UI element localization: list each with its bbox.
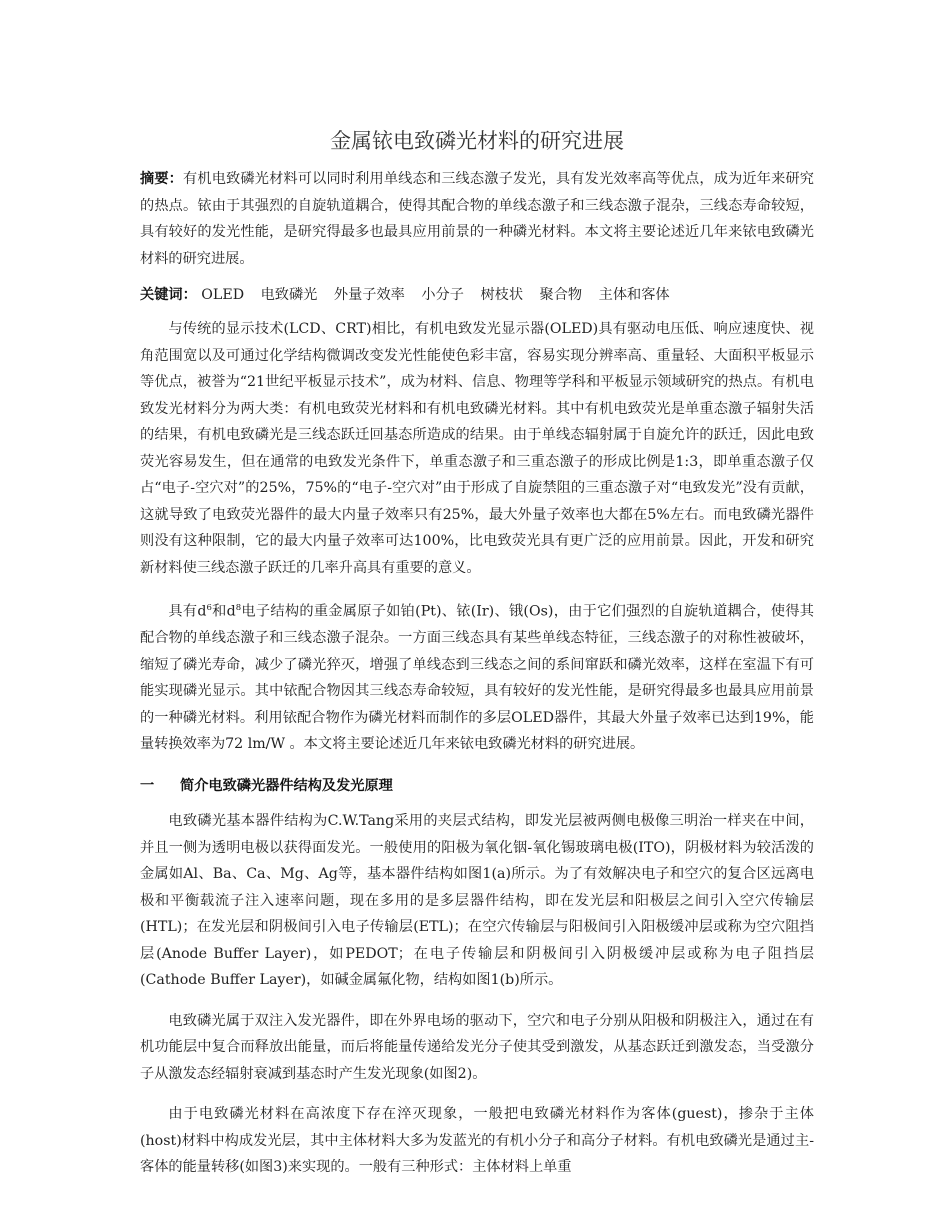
section-heading	[140, 772, 814, 800]
superscript: 6	[206, 603, 212, 614]
paragraph-host-guest: 由于电致磷光材料在高浓度下存在淬灭现象，一般把电致磷光材料作为客体(guest)，掺杂于主体(host)材料中构成发光层，其中主体材料大多为发蓝光的有机小分子和高分子材料。有机电致磷光是通过主-客体的能量转移(如图3)来实现的。一般有三种形式：主体材料上单重	[140, 1106, 814, 1176]
section-title: 简介电致磷光器件结构及发光原理	[180, 778, 393, 795]
keywords	[140, 282, 814, 308]
paragraph-emission-mechanism: 电致磷光属于双注入发光器件，即在外界电场的驱动下，空穴和电子分别从阳极和阴极注入，通过在有机功能层中复合而释放出能量，而后将能量传递给发光分子使其受到激发，从基态跃迁到激发态，当受激分子从激发态经辐射衰减到基态时产生发光现象(如图2)。	[140, 1012, 814, 1082]
superscript: 8	[235, 603, 242, 614]
keyword: 小分子	[421, 287, 464, 303]
document-title: 金属铱电致磷光材料的研究进展	[330, 129, 624, 153]
keyword: 树枝状	[480, 287, 524, 303]
keyword: 电致磷光	[260, 287, 318, 303]
document-page	[140, 0, 814, 1195]
paragraph-text: 具有d	[168, 603, 207, 620]
paragraph-text: 电子结构的重金属原子如铂(Pt)、铱(Ir)、锇(Os)，由于它们强烈的自旋轨道耦合，使得其配合物的单线态激子和三线态激子混杂。一方面三线态具有某些单线态特征，三线态激子的对称性被破坏，缩短了磷光寿命，减少了磷光猝灭，增强了单线态到三线态之间的系间窜跃和磷光效率，这样在室温下有可能实现磷光显示。其中铱配合物因其三线态寿命较短，具有较好的发光性能，是研究得最多也最具应用前景的一种磷光材料。利用铱配合物作为磷光材料而制作的多层OLED器件，其最大外量子效率已达到19%，能量转换效率为72 lm/W 。本文将主要论述近几年来铱电致磷光材料的研究进展。	[140, 603, 814, 753]
paragraph-device-structure: 电致磷光基本器件结构为C.W.Tang采用的夹层式结构，即发光层被两侧电极像三明治一样夹在中间，并且一侧为透明电极以获得面发光。一般使用的阳极为氧化铟-氧化锡玻璃电极(ITO)，阴极材料为较活泼的金属如Al、Ba、Ca、Mg、Ag等，基本器件结构如图1(a)所示。为了有效解决电子和空穴的复合区远离电极和平衡载流子注入速率问题，现在多用的是多层器件结构，即在发光层和阳极层之间引入空穴传输层(HTL)；在发光层和阴极间引入电子传输层(ETL)；在空穴传输层与阳极间引入阳极缓冲层或称为空穴阻挡层(Anode Buffer Layer)，如PEDOT；在电子传输层和阴极间引入阴极缓冲层或称为电子阻挡层(Cathode Buffer Layer)，如碱金属氟化物，结构如图1(b)所示。	[140, 813, 814, 989]
section-number: 一	[140, 778, 155, 795]
keyword: 主体和客体	[598, 287, 670, 303]
paragraph-heavy-metal	[140, 595, 814, 758]
keyword: 聚合物	[539, 287, 583, 303]
paragraph-intro: 与传统的显示技术(LCD、CRT)相比，有机电致发光显示器(OLED)具有驱动电压低、响应速度快、视角范围宽以及可通过化学结构微调改变发光性能使色彩丰富，容易实现分辨率高、重量轻、大面积平板显示等优点，被誉为“21世纪平板显示技术”，成为材料、信息、物理等学科和平板显示领域研究的热点。有机电致发光材料分为两大类：有机电致荧光材料和有机电致磷光材料。其中有机电致荧光是单重态激子辐射失活的结果，有机电致磷光是三线态跃迁回基态所造成的结果。由于单线态辐射属于自旋允许的跃迁，因此电致荧光容易发生，但在通常的电致发光条件下，单重态激子和三重态激子的形成比例是1:3，即单重态激子仅占“电子-空穴对”的25%，75%的“电子-空穴对”由于形成了自旋禁阻的三重态激子对“电致发光”没有贡献，这就导致了电致荧光器件的最大内量子效率只有25%，最大外量子效率也大都在5%左右。而电致磷光器件则没有这种限制，它的最大内量子效率可达100%，比电致荧光具有更广泛的应用前景。因此，开发和研究新材料使三线态激子跃迁的几率升高具有重要的意义。	[140, 321, 814, 576]
abstract-label: 摘要：	[140, 171, 184, 187]
paragraph-text: 和d	[211, 603, 236, 620]
abstract	[140, 166, 814, 272]
keywords-label: 关键词：	[140, 287, 197, 303]
keyword: OLED	[201, 287, 245, 303]
abstract-text: 有机电致磷光材料可以同时利用单线态和三线态激子发光，具有发光效率高等优点，成为近年来研究的热点。铱由于其强烈的自旋轨道耦合，使得其配合物的单线态激子和三线态激子混杂，三线态寿命较短，具有较好的发光性能，是研究得最多也最具应用前景的一种磷光材料。本文将主要论述近几年来铱电致磷光材料的研究进展。	[140, 171, 814, 267]
keyword: 外量子效率	[333, 287, 405, 303]
